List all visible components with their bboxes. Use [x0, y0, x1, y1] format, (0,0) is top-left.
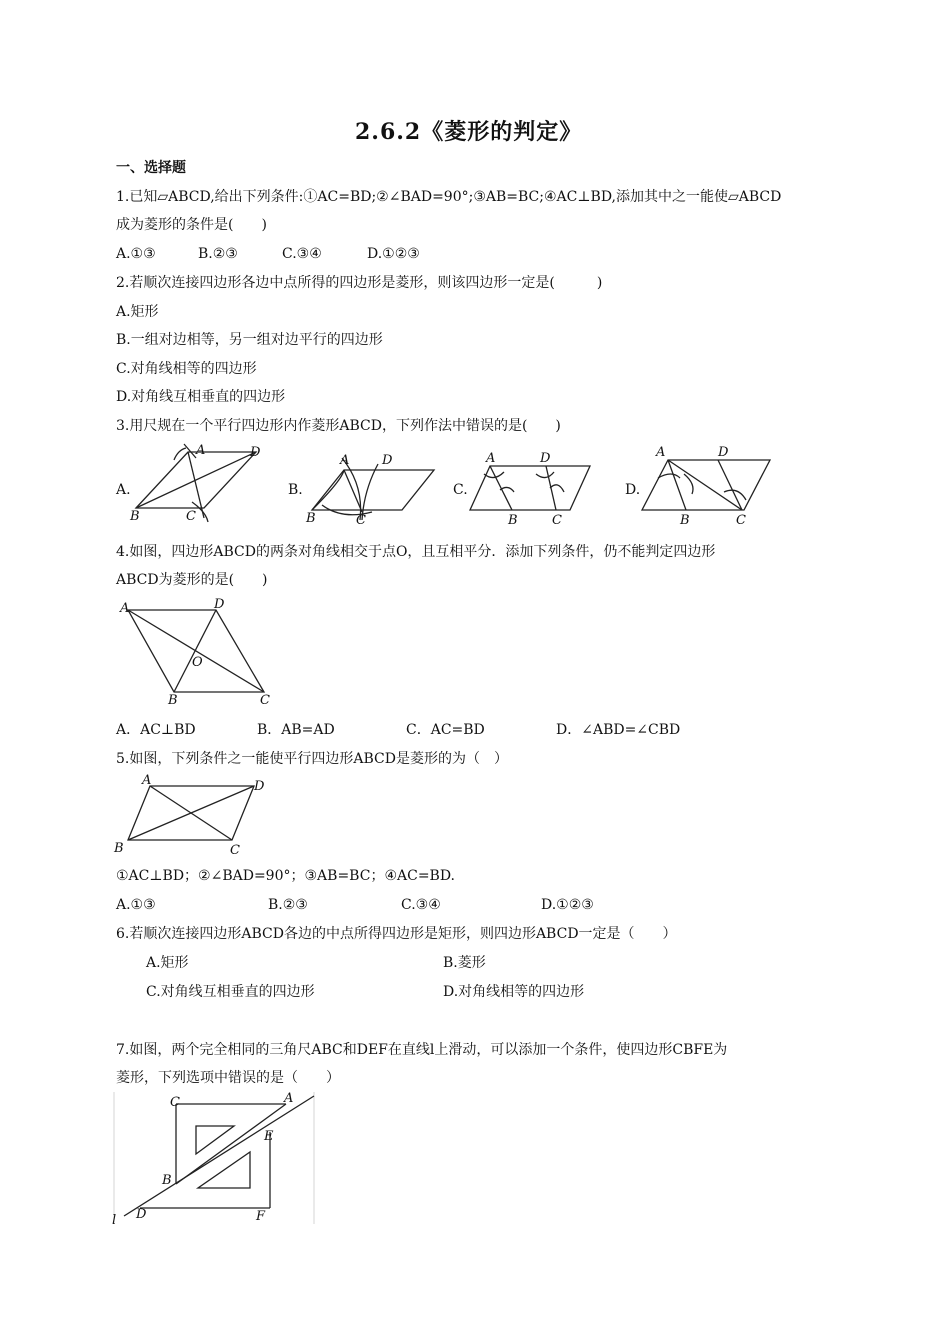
label-c: C	[552, 513, 562, 528]
q3-option-c[interactable]: C.	[453, 482, 468, 498]
q3-option-b[interactable]: B.	[288, 482, 303, 498]
label-d: D	[718, 445, 729, 460]
label-c: C	[170, 1095, 180, 1110]
q3-option-a[interactable]: A.	[116, 482, 131, 498]
label-f: F	[256, 1209, 266, 1224]
label-c: C	[230, 843, 240, 858]
q1-option-b[interactable]: B.②③	[198, 246, 238, 262]
q7-figure	[110, 1092, 320, 1227]
q3-figure-a	[128, 442, 268, 527]
q2-option-d[interactable]: D.对角线互相垂直的四边形	[116, 389, 286, 405]
label-a: A	[196, 443, 206, 458]
section-heading: 一、选择题	[116, 160, 186, 176]
q3-figure-d	[638, 445, 788, 533]
q6-option-a[interactable]: A.矩形	[146, 955, 189, 971]
page-title: 2.6.2《菱形的判定》	[355, 119, 583, 145]
label-b: B	[114, 841, 124, 856]
q1-option-c[interactable]: C.③④	[282, 246, 322, 262]
q3-option-d[interactable]: D.	[625, 482, 641, 498]
q1-stem-line1: 1.已知▱ABCD,给出下列条件:①AC=BD;②∠BAD=90°;③AB=BC;④AC⊥BD,添加其中之一能使▱ABCD	[116, 189, 782, 205]
q2-option-a[interactable]: A.矩形	[116, 304, 159, 320]
q4-option-c[interactable]: C．AC=BD	[406, 722, 485, 738]
q3-stem: 3.用尺规在一个平行四边形内作菱形ABCD，下列作法中错误的是( )	[116, 418, 561, 434]
label-d: D	[540, 451, 551, 466]
q4-option-b[interactable]: B．AB=AD	[257, 722, 335, 738]
q4-stem-line2: ABCD为菱形的是( )	[116, 572, 268, 588]
label-d: D	[382, 453, 393, 468]
q3-figure-b	[302, 450, 442, 535]
label-b: B	[130, 509, 140, 524]
q3-figure-c	[466, 452, 606, 537]
q4-option-d[interactable]: D．∠ABD=∠CBD	[556, 722, 681, 738]
q6-stem: 6.若顺次连接四边形ABCD各边的中点所得四边形是矩形，则四边形ABCD一定是（ ）	[116, 926, 677, 942]
q4-stem-line1: 4.如图，四边形ABCD的两条对角线相交于点O，且互相平分．添加下列条件，仍不能判定四边形	[116, 544, 716, 560]
label-e: E	[264, 1129, 274, 1144]
q4-option-a[interactable]: A．AC⊥BD	[116, 722, 196, 738]
label-b: B	[162, 1173, 172, 1188]
q6-option-d[interactable]: D.对角线相等的四边形	[443, 984, 585, 1000]
label-o: O	[192, 655, 203, 670]
label-c: C	[186, 509, 196, 524]
label-d: D	[136, 1207, 147, 1222]
label-a: A	[486, 451, 496, 466]
label-c: C	[356, 513, 366, 528]
q5-option-c[interactable]: C.③④	[401, 897, 441, 913]
label-l: l	[112, 1213, 117, 1228]
label-c: C	[736, 513, 746, 528]
q5-figure	[112, 773, 272, 858]
label-b: B	[168, 693, 178, 708]
q2-stem: 2.若顺次连接四边形各边中点所得的四边形是菱形，则该四边形一定是( )	[116, 275, 603, 291]
q5-option-a[interactable]: A.①③	[116, 897, 156, 913]
label-a: A	[656, 445, 666, 460]
q5-option-d[interactable]: D.①②③	[541, 897, 594, 913]
label-a: A	[142, 773, 152, 788]
q1-option-d[interactable]: D.①②③	[367, 246, 420, 262]
label-a: A	[340, 453, 350, 468]
q4-figure	[116, 597, 286, 710]
q6-option-b[interactable]: B.菱形	[443, 955, 486, 971]
q5-conditions: ①AC⊥BD；②∠BAD=90°；③AB=BC；④AC=BD.	[116, 868, 456, 884]
q2-option-b[interactable]: B.一组对边相等，另一组对边平行的四边形	[116, 332, 383, 348]
label-a: A	[120, 601, 130, 616]
q1-stem-line2: 成为菱形的条件是( )	[116, 217, 267, 233]
label-d: D	[254, 779, 265, 794]
label-c: C	[260, 693, 270, 708]
q1-option-a[interactable]: A.①③	[116, 246, 156, 262]
q7-stem-line2: 菱形，下列选项中错误的是（ ）	[116, 1070, 340, 1086]
q5-stem: 5.如图，下列条件之一能使平行四边形ABCD是菱形的为（ ）	[116, 751, 508, 767]
label-b: B	[306, 511, 316, 526]
label-b: B	[508, 513, 518, 528]
q2-option-c[interactable]: C.对角线相等的四边形	[116, 361, 257, 377]
label-b: B	[680, 513, 690, 528]
q7-stem-line1: 7.如图，两个完全相同的三角尺ABC和DEF在直线l上滑动，可以添加一个条件，使四边形CBFE为	[116, 1042, 728, 1058]
label-a: A	[284, 1091, 294, 1106]
label-d: D	[250, 445, 261, 460]
label-d: D	[214, 597, 225, 612]
q5-option-b[interactable]: B.②③	[268, 897, 308, 913]
q6-option-c[interactable]: C.对角线互相垂直的四边形	[146, 984, 315, 1000]
